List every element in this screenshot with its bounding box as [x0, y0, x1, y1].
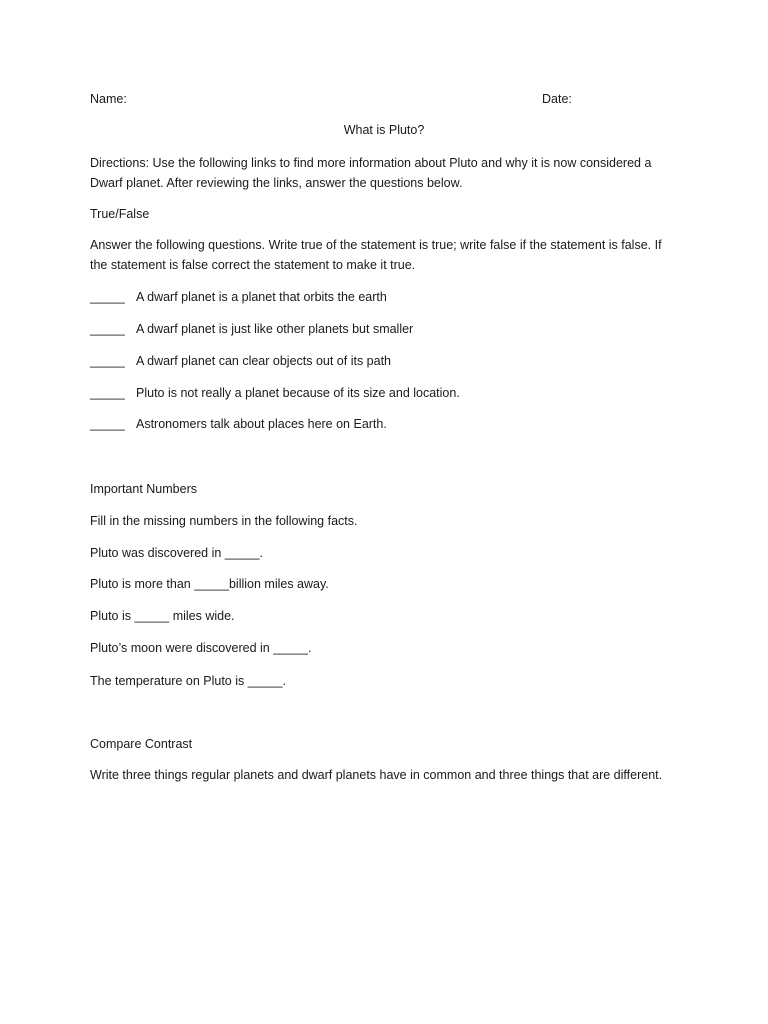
answer-blank: _____	[90, 417, 125, 431]
true-false-item	[90, 414, 387, 434]
page-title: What is Pluto?	[343, 123, 425, 137]
true-false-statement: A dwarf planet is a planet that orbits the earth	[136, 290, 387, 304]
fill-in-item: Pluto is _____ miles wide.	[90, 609, 235, 623]
true-false-statement: Astronomers talk about places here on Earth.	[136, 417, 387, 431]
true-false-item	[90, 319, 413, 339]
true-false-heading: True/False	[90, 207, 150, 221]
important-numbers-instructions: Fill in the missing numbers in the following facts.	[90, 514, 358, 528]
fill-in-item: Pluto’s moon were discovered in _____.	[90, 641, 312, 655]
important-numbers-heading: Important Numbers	[90, 482, 197, 496]
directions-text: Directions: Use the following links to find more information about Pluto and why it is now considered a Dwarf planet. After reviewing the links, answer the questions below.	[90, 156, 652, 190]
answer-blank: _____	[90, 354, 125, 368]
fill-in-item: The temperature on Pluto is _____.	[90, 674, 286, 688]
answer-blank: _____	[90, 386, 125, 400]
true-false-statement: A dwarf planet can clear objects out of its path	[136, 354, 392, 368]
compare-contrast-instructions: Write three things regular planets and dwarf planets have in common and three things that are different.	[90, 768, 663, 782]
fill-in-item: Pluto was discovered in _____.	[90, 546, 264, 560]
true-false-instructions: Answer the following questions. Write true of the statement is true; write false if the statement is false. If the statement is false correct the statement to make it true.	[90, 238, 662, 272]
fill-in-item: Pluto is more than _____billion miles away.	[90, 577, 329, 591]
true-false-statement: Pluto is not really a planet because of its size and location.	[136, 386, 460, 400]
true-false-statement: A dwarf planet is just like other planets but smaller	[136, 322, 414, 336]
true-false-item	[90, 351, 391, 371]
name-label: Name:	[90, 92, 127, 106]
answer-blank: _____	[90, 290, 125, 304]
true-false-item	[90, 287, 387, 307]
compare-contrast-heading: Compare Contrast	[90, 737, 193, 751]
answer-blank: _____	[90, 322, 125, 336]
date-label: Date:	[542, 92, 572, 106]
true-false-item	[90, 383, 460, 403]
